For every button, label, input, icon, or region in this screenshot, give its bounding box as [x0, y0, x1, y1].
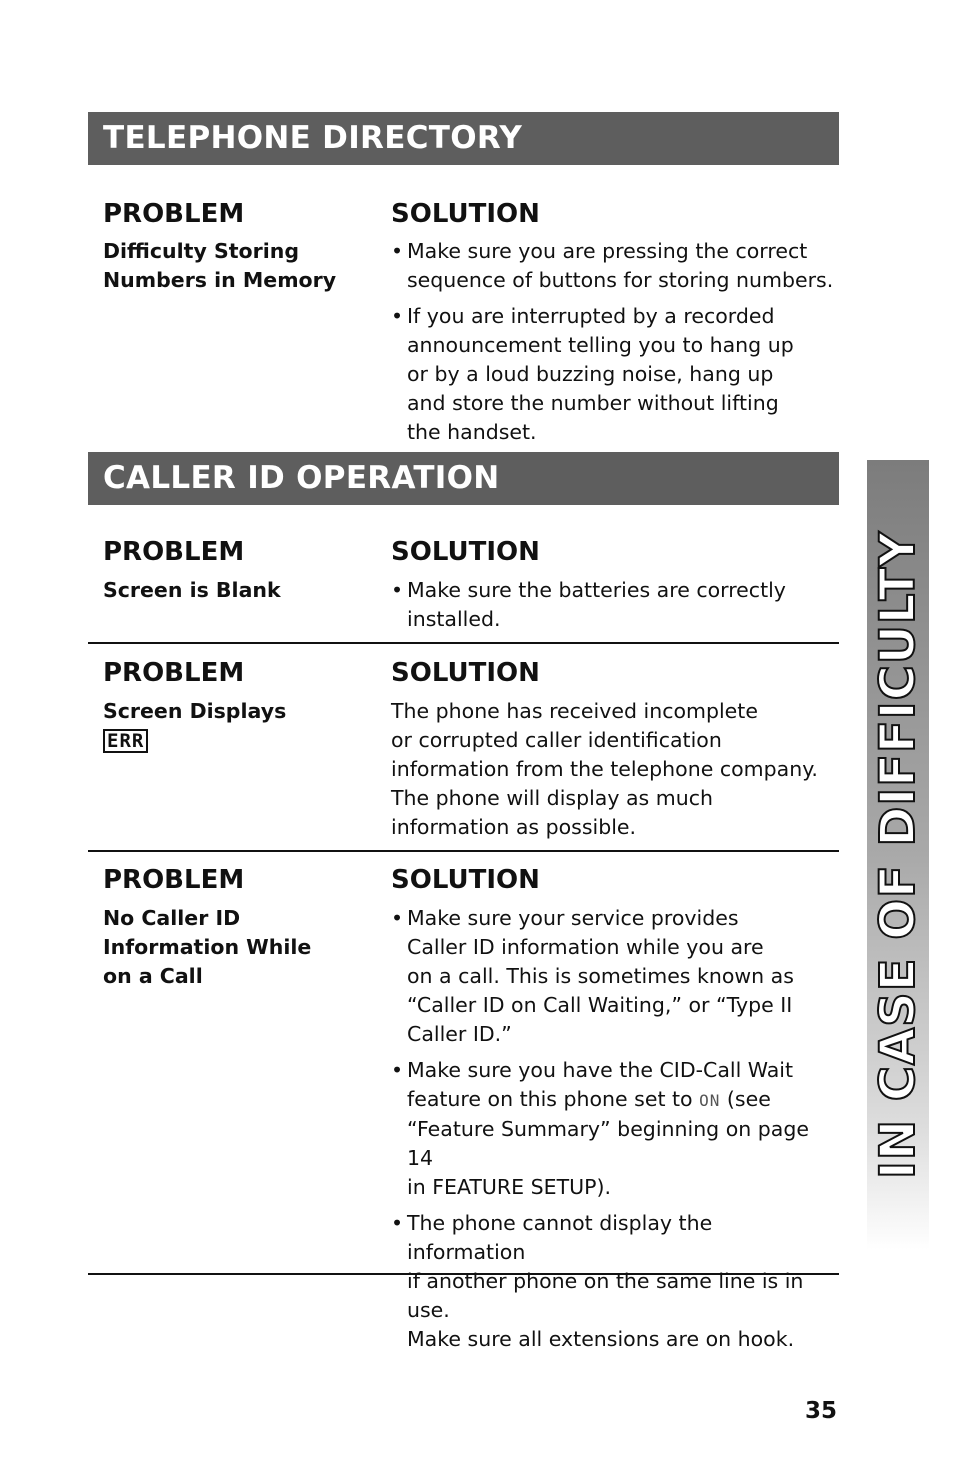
troubleshooting-entry	[88, 852, 839, 1351]
problem-description	[103, 697, 373, 755]
side-tab-label: IN CASE OF DIFFICULTY	[870, 531, 926, 1179]
problem-description: Screen is Blank	[103, 578, 281, 602]
solution-heading: SOLUTION	[391, 199, 540, 229]
bullet: •	[391, 239, 404, 263]
solution-text: Make sure the batteries are correctly installed.	[407, 578, 786, 631]
solution-heading: SOLUTION	[391, 658, 540, 688]
solution-item	[391, 1209, 836, 1354]
solution-item	[391, 576, 836, 634]
problem-heading: PROBLEM	[103, 537, 245, 567]
troubleshooting-entry	[88, 534, 839, 644]
troubleshooting-entry	[88, 195, 839, 447]
problem-heading: PROBLEM	[103, 865, 245, 895]
bullet: •	[391, 1211, 404, 1235]
solution-item	[391, 237, 836, 295]
solution-list	[391, 237, 836, 454]
solution-heading: SOLUTION	[391, 865, 540, 895]
solution-text: If you are interrupted by a recorded announcement telling you to hang up or by a loud buzzing noise, hang up and store the number without lifting the handset.	[407, 304, 794, 444]
section-title-caller-id-operation: CALLER ID OPERATION	[88, 452, 839, 505]
solution-item	[391, 1056, 836, 1202]
problem-text: Screen Displays	[103, 699, 287, 723]
solution-text: The phone has received incomplete or corrupted caller identification information from the telephone company. The phone will display as much information as possible.	[391, 699, 818, 839]
problem-heading: PROBLEM	[103, 658, 245, 688]
section-title-telephone-directory: TELEPHONE DIRECTORY	[88, 112, 839, 165]
solution-item	[391, 904, 836, 1049]
solution-text: (see “Feature Summary” beginning on page 14 in FEATURE SETUP).	[407, 1087, 809, 1199]
bullet: •	[391, 578, 404, 602]
problem-description: No Caller ID Information While on a Call	[103, 906, 312, 988]
solution-text: The phone cannot display the information if another phone on the same line is in use. Make sure all extensions are on hook.	[407, 1211, 804, 1351]
solution-text: Make sure your service provides Caller ID information while you are on a call. This is sometimes known as “Caller ID on Call Waiting,” or “Type II Caller ID.”	[407, 906, 794, 1046]
side-tab	[867, 460, 929, 1250]
bullet: •	[391, 906, 404, 930]
bullet: •	[391, 304, 404, 328]
lcd-display-on: ON	[699, 1091, 721, 1110]
problem-heading: PROBLEM	[103, 199, 245, 229]
solution-list	[391, 576, 836, 641]
solution-item	[391, 302, 836, 447]
page-number: 35	[804, 1398, 837, 1424]
problem-description: Difficulty Storing Numbers in Memory	[103, 239, 337, 292]
solution-heading: SOLUTION	[391, 537, 540, 567]
solution-list	[391, 904, 836, 1361]
lcd-display-err: ERR	[103, 729, 148, 753]
bullet: •	[391, 1058, 404, 1082]
solution-text: Make sure you are pressing the correct sequence of buttons for storing numbers.	[407, 239, 834, 292]
solution-text: Make sure you have the CID-Call Wait feature on this phone set to	[407, 1058, 794, 1111]
troubleshooting-entry	[88, 644, 839, 852]
